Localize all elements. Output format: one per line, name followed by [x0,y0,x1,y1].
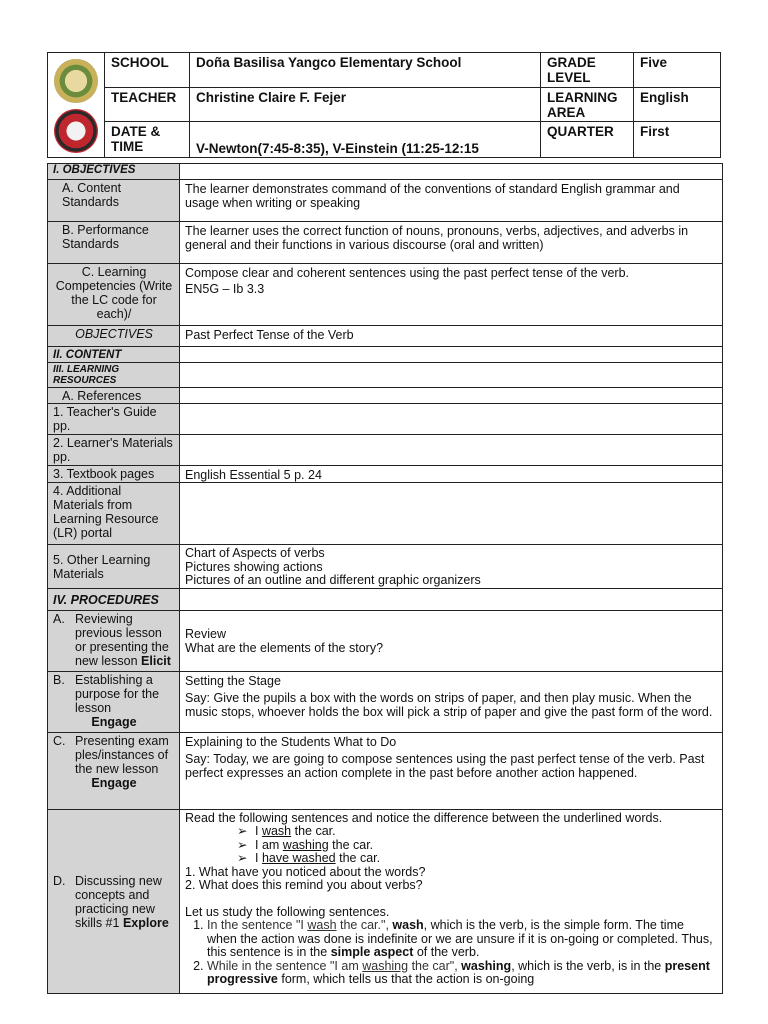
underlined-verb: have washed [261,851,336,865]
explanation-list [185,919,717,987]
other-material-2: Pictures showing actions [185,559,323,574]
learning-area-label: LEARNING AREA [541,87,634,122]
additional-materials-value [180,483,723,545]
other-material-3: Pictures of an outline and different graphic organizers [185,573,481,587]
procedure-c-desc: Presenting examples/instances of the new lesson [75,733,169,776]
procedure-b-letter: B. [53,672,65,687]
teachers-guide-value [180,404,723,435]
learners-materials-value [180,435,723,466]
learning-area-value: English [634,87,721,122]
procedure-d-desc: Discussing new concepts and practicing new skills #1 [75,873,162,930]
school-seal-logo [54,109,98,153]
example-sentences-list [185,825,717,866]
grade-level-value: Five [634,53,721,88]
learning-competencies-label: C. Learning Competencies (Write the LC code for each)/ [48,264,180,326]
explanation-2: 2. While in the sentence "I am washing the car", washing, which is the verb, is in the present progressive form, which tells us that the action is on-going [207,960,717,987]
procedure-d-text [75,874,175,930]
teacher-label: TEACHER [105,87,190,122]
competency-code: EN5G – Ib 3.3 [185,282,265,296]
learning-competencies-value [180,264,723,326]
other-material-1: Chart of Aspects of verbs [185,546,325,560]
procedure-b-line-2: Say: Give the pupils a box with the words on strips of paper, and then play music. When the music stops, whoever holds the box will pick a strip of paper and give the past form of the word. [185,690,713,719]
school-value: Doña Basilisa Yangco Elementary School [190,53,541,88]
teachers-guide-label: 1. Teacher's Guide pp. [48,404,180,435]
procedures-heading-blank [180,588,723,610]
content-standards-value: The learner demonstrates command of the conventions of standard English grammar and usage when writing or speaking [180,180,723,222]
procedure-c-value [180,732,723,809]
procedure-d-intro: Read the following sentences and notice the difference between the underlined words. [185,810,663,825]
study-intro: Let us study the following sentences. [185,904,390,919]
procedure-c-line-2: Say: Today, we are going to compose sentences using the past perfect tense of the verb. Past perfect expresses an action complete in the past before another action happened. [185,751,705,780]
performance-standards-value: The learner uses the correct function of nouns, pronouns, verbs, adjectives, and adverbs in general and their functions in various discourse (oral and written) [180,222,723,264]
explanation-1: 1. In the sentence "I wash the car.", wash, which is the verb, is the simple form. The time when the action was done is indefinite or we are unsure if it is on-going or completed. Thus, this sentence is in the simple aspect of the verb. [207,919,717,960]
procedure-d-value [180,809,723,993]
content-heading: II. CONTENT [48,347,180,363]
grade-level-label: GRADE LEVEL [541,53,634,88]
content-standards-label: A. Content Standards [48,180,180,222]
logos-cell [48,53,105,158]
lesson-plan-table [47,163,723,994]
other-materials-value [180,545,723,589]
other-materials-label: 5. Other Learning Materials [48,545,180,589]
objectives-label: OBJECTIVES [48,326,180,347]
procedure-b-label [48,671,180,732]
procedure-b-desc: Establishing a purpose for the lesson [75,672,160,715]
school-label: SCHOOL [105,53,190,88]
learners-materials-label: 2. Learner's Materials pp. [48,435,180,466]
procedure-a-tag: Elicit [141,653,171,668]
procedure-a-desc: Reviewing previous lesson or presenting the new lesson [75,611,169,668]
underlined-verb: wash [261,824,292,838]
date-time-value: V-Newton(7:45-8:35), V-Einstein (11:25-12:15 [190,122,541,158]
objectives-heading-blank [180,164,723,180]
procedure-a-value [180,610,723,671]
objectives-value: Past Perfect Tense of the Verb [180,326,723,347]
procedure-a-text [75,612,175,668]
procedure-a-label [48,610,180,671]
procedure-b-line-1: Setting the Stage [185,673,281,688]
underlined-verb: washing [282,837,329,852]
procedure-c-line-1: Explaining to the Students What to Do [185,734,397,749]
objectives-heading: I. OBJECTIVES [48,164,180,180]
references-label: A. References [48,388,180,404]
procedure-d-label [48,809,180,993]
procedures-heading: IV. PROCEDURES [48,588,180,610]
procedure-a-line-2: What are the elements of the story? [185,640,384,655]
textbook-pages-value: English Essential 5 p. 24 [180,466,723,483]
references-value [180,388,723,404]
textbook-pages-label: 3. Textbook pages [48,466,180,483]
example-sentence-1: ➢ I wash the car. [255,825,717,839]
date-time-label: DATE & TIME [105,122,190,158]
procedure-d-letter: D. [53,873,66,888]
learning-resources-blank [180,363,723,388]
teacher-value: Christine Claire F. Fejer [190,87,541,122]
procedure-d-tag: Explore [122,915,169,930]
quarter-label: QUARTER [541,122,634,158]
procedure-a-line-1: Review [185,626,226,641]
question-1: 1. What have you noticed about the words? [185,864,426,879]
content-value [180,347,723,363]
quarter-value: First [634,122,721,158]
procedure-a-letter: A. [53,611,65,626]
example-sentence-3: ➢ I have washed the car. [255,852,717,866]
procedure-c-letter: C. [53,733,66,748]
header-table [47,52,721,158]
procedure-b-tag: Engage [91,714,137,729]
performance-standards-label: B. Performance Standards [48,222,180,264]
procedure-c-tag: Engage [91,775,137,790]
deped-seal-logo [54,59,98,103]
question-2: 2. What does this remind you about verbs? [185,878,423,892]
procedure-b-value [180,671,723,732]
example-sentence-2: ➢ I am washing the car. [255,839,717,853]
learning-resources-heading: III. LEARNING RESOURCES [48,363,180,388]
procedure-c-label [48,732,180,809]
competency-text: Compose clear and coherent sentences using the past perfect tense of the verb. [185,266,630,280]
additional-materials-label: 4. Additional Materials from Learning Resource (LR) portal [48,483,180,545]
